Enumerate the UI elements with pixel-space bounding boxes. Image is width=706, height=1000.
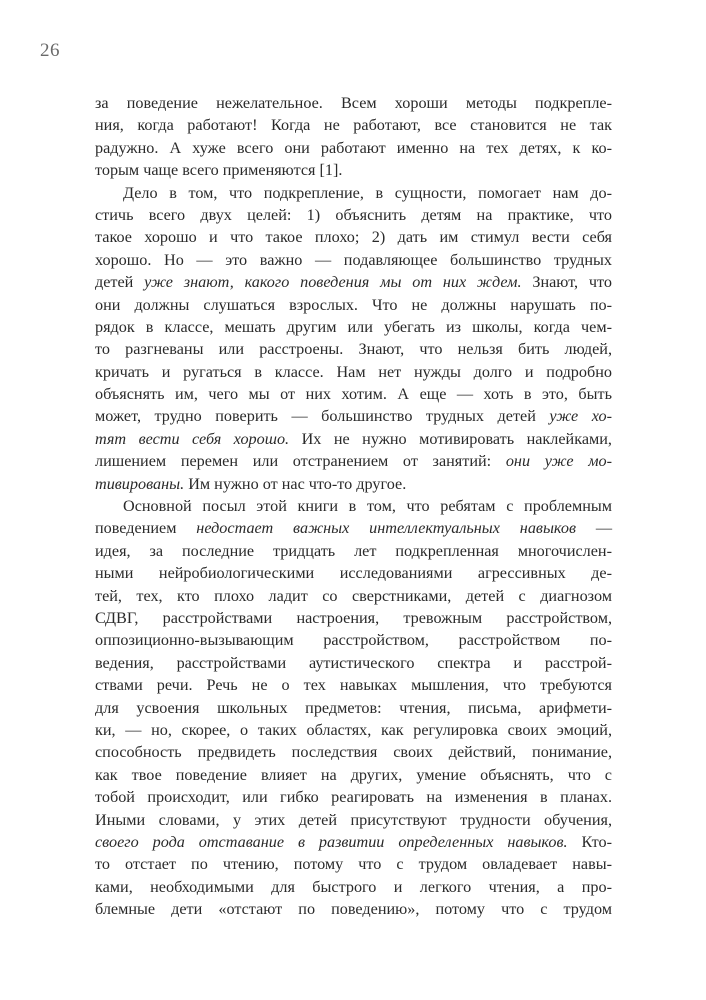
text-line <box>95 383 612 405</box>
text-segment: Знают, что <box>521 273 612 292</box>
body-text <box>95 92 612 920</box>
text-segment: СДВГ, расстройствами настроения, тревожным расстройством, <box>95 608 612 627</box>
page-number: 26 <box>40 40 60 61</box>
text-segment: кричать и ругаться в классе. Нам нет нужды долго и подробно <box>95 362 612 381</box>
text-line <box>95 674 612 696</box>
text-line <box>95 853 612 875</box>
text-line <box>95 204 612 226</box>
text-line <box>95 629 612 651</box>
text-line <box>95 562 612 584</box>
text-segment: идея, за последние тридцать лет подкрепленная многочислен- <box>95 541 612 560</box>
text-line <box>95 316 612 338</box>
text-line <box>95 898 612 920</box>
text-segment: такое хорошо и что такое плохо; 2) дать им стимул вести себя <box>95 228 612 247</box>
text-segment: радужно. А хуже всего они работают именно на тех детях, к ко- <box>95 138 612 157</box>
text-segment: Кто- <box>567 832 613 851</box>
text-segment: тобой происходит, или гибко реагировать на изменения в планах. <box>95 788 612 807</box>
text-line <box>95 809 612 831</box>
text-segment: Основной посыл этой книги в том, что ребятам с проблемным <box>123 497 612 516</box>
text-segment: для усвоения школьных предметов: чтения, письма, арифмети- <box>95 698 612 717</box>
text-line <box>95 652 612 674</box>
text-line <box>95 719 612 741</box>
text-line <box>95 786 612 808</box>
text-segment: ками, необходимыми для быстрого и легкого чтения, а про- <box>95 877 612 896</box>
text-segment: хорошо. Но — это важно — подавляющее большинство трудных <box>95 250 612 269</box>
italic-text: недостает важных интеллектуальных навыков <box>196 519 576 538</box>
italic-text: тят вести себя хорошо. <box>95 429 290 448</box>
text-segment: оппозиционно-вызывающим расстройством, расстройством по- <box>95 631 612 650</box>
text-line <box>95 473 612 495</box>
text-segment: детей <box>95 273 145 292</box>
italic-text: тивированы. <box>95 474 185 493</box>
text-segment: объяснять им, чего мы от них хотим. А еще — хоть в это, быть <box>95 385 612 404</box>
text-segment: они должны слушаться взрослых. Что не должны нарушать по- <box>95 295 612 314</box>
text-segment: ведения, расстройствами аутистического спектра и расстрой- <box>95 653 612 672</box>
text-line <box>95 405 612 427</box>
text-line <box>95 114 612 136</box>
text-segment: то отстает по чтению, потому что с трудом овладевает навы- <box>95 855 612 874</box>
text-segment: способность предвидеть последствия своих действий, понимание, <box>95 743 612 762</box>
text-segment: за поведение нежелательное. Всем хороши методы подкрепле- <box>95 94 612 112</box>
text-line <box>95 876 612 898</box>
italic-text: уже знают, какого поведения мы от них ждем. <box>144 273 522 292</box>
text-line <box>95 92 612 114</box>
italic-text: уже хо- <box>549 407 612 426</box>
text-line <box>95 226 612 248</box>
text-segment: ки, — но, скорее, о таких областях, как регулировка своих эмоций, <box>95 720 612 739</box>
text-line <box>95 159 612 181</box>
text-segment: ствами речи. Речь не о тех навыках мышления, что требуются <box>95 676 612 695</box>
text-line <box>95 137 612 159</box>
text-segment: как твое поведение влияет на других, умение объяснять, что с <box>95 765 612 784</box>
text-segment: блемные дети «отстают по поведению», потому что с трудом <box>95 900 612 919</box>
text-segment: может, трудно поверить — большинство трудных детей <box>95 407 550 426</box>
text-line <box>95 741 612 763</box>
text-segment: — <box>575 519 613 538</box>
text-segment: Иными словами, у этих детей присутствуют трудности обучения, <box>95 810 612 829</box>
text-segment: ными нейробиологическими исследованиями агрессивных де- <box>95 564 612 583</box>
text-segment: тей, тех, кто плохо ладит со сверстниками, детей с диагнозом <box>95 586 612 605</box>
text-line <box>95 585 612 607</box>
text-line <box>95 294 612 316</box>
text-segment: поведением <box>95 519 197 538</box>
text-line <box>95 764 612 786</box>
text-line <box>95 361 612 383</box>
text-line <box>95 338 612 360</box>
text-segment: Их не нужно мотивировать наклейками, <box>289 429 612 448</box>
text-line <box>95 697 612 719</box>
text-line <box>95 540 612 562</box>
text-line <box>95 182 612 204</box>
text-line <box>95 271 612 293</box>
text-segment: то разгневаны или расстроены. Знают, что нельзя бить людей, <box>95 340 612 359</box>
text-segment: лишением перемен или отстранением от занятий: <box>95 452 506 471</box>
text-line <box>95 495 612 517</box>
text-segment: стичь всего двух целей: 1) объяснить детям на практике, что <box>95 205 612 224</box>
italic-text: своего рода отставание в развитии определенных навыков. <box>95 832 568 851</box>
text-segment: рядок в классе, мешать другим или убегать из школы, когда чем- <box>95 317 612 336</box>
text-line <box>95 831 612 853</box>
text-line <box>95 249 612 271</box>
text-segment: ния, когда работают! Когда не работают, все становится не так <box>95 116 612 135</box>
text-line <box>95 450 612 472</box>
text-line <box>95 607 612 629</box>
italic-text: они уже мо- <box>505 452 613 471</box>
text-segment: торым чаще всего применяются [1]. <box>95 161 343 180</box>
text-segment: Дело в том, что подкрепление, в сущности, помогает нам до- <box>123 183 612 202</box>
text-segment: Им нужно от нас что-то другое. <box>184 474 407 493</box>
text-line <box>95 428 612 450</box>
text-line <box>95 517 612 539</box>
